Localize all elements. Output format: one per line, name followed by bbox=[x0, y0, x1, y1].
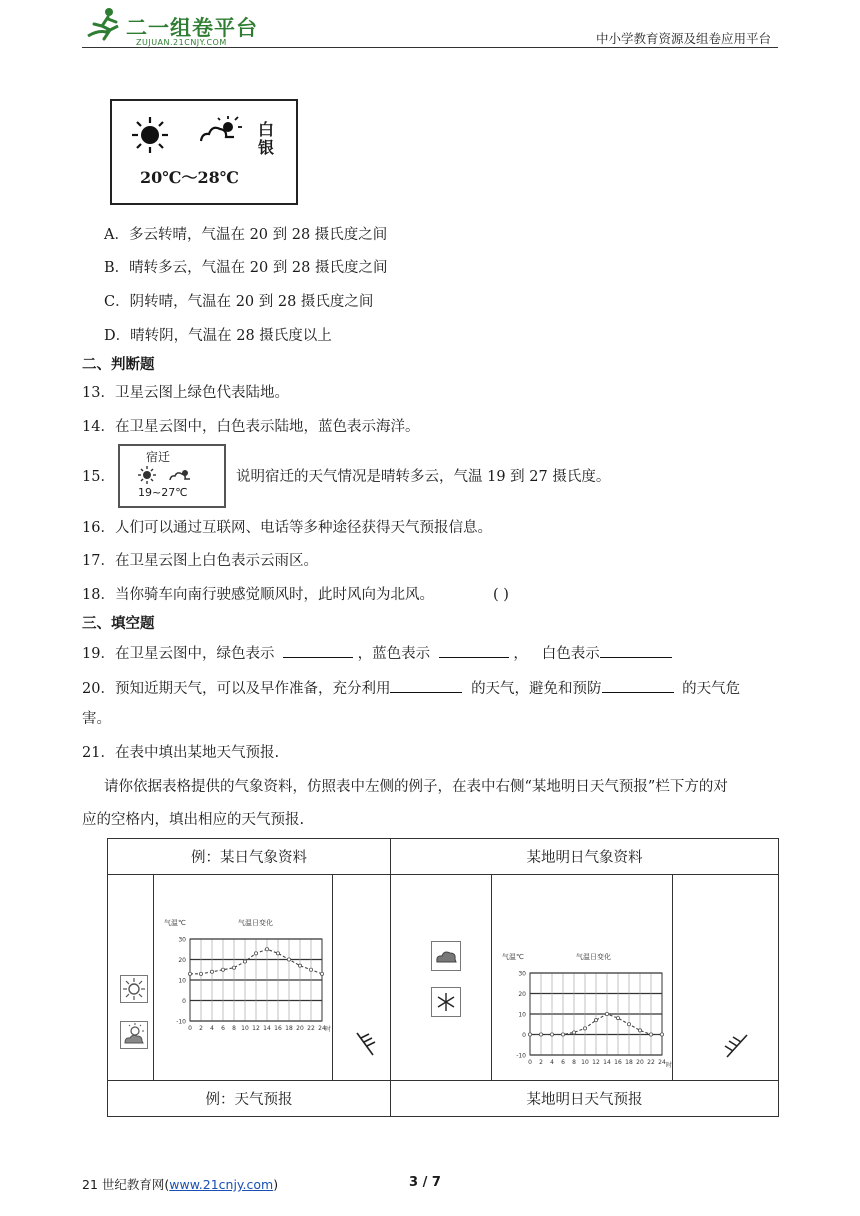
left-chart-xtick-label: 14 bbox=[263, 1025, 271, 1032]
right-snow-icon-box bbox=[431, 987, 461, 1017]
right-chart-xtick-label: 0 bbox=[528, 1059, 532, 1066]
left-chart-data-point bbox=[199, 972, 202, 975]
q20-blank-harmful[interactable] bbox=[602, 676, 674, 693]
forecast-temp: 20℃～28℃ bbox=[140, 168, 239, 187]
table-head-right: 某地明日气象资料 bbox=[391, 839, 779, 875]
left-chart-xtick-label: 22 bbox=[307, 1025, 315, 1032]
left-chart-ytick-label: 30 bbox=[178, 936, 186, 944]
question-18-answer-bracket: ( ) bbox=[493, 587, 509, 603]
header-platform-text: 中小学教育资源及组卷应用平台 bbox=[596, 31, 772, 46]
left-chart-xtick-label: 24 bbox=[318, 1025, 326, 1032]
right-chart-data-point bbox=[616, 1017, 619, 1020]
footer-source bbox=[82, 1175, 278, 1193]
q20-part3: 的天气危 bbox=[682, 681, 741, 697]
right-chart-xtick-label: 8 bbox=[572, 1059, 576, 1066]
left-chart-ytick-label: -10 bbox=[176, 1018, 186, 1026]
question-18: 18．当你骑车向南行驶感觉顺风时，此时风向为北风。 bbox=[82, 587, 434, 603]
forecast-city: 白银 bbox=[258, 120, 275, 157]
left-icons-cell bbox=[108, 875, 154, 1081]
question-21-para2: 应的空格内，填出相应的天气预报. bbox=[82, 812, 305, 828]
runner-logo-icon bbox=[84, 6, 126, 44]
left-chart-xtick-label: 16 bbox=[274, 1025, 282, 1032]
header-logo bbox=[84, 6, 284, 46]
right-chart-data-point bbox=[550, 1033, 553, 1036]
left-chart-data-point bbox=[210, 970, 213, 973]
q19-part3: ， 白色表示 bbox=[513, 646, 600, 662]
right-chart-xtick-label: 4 bbox=[550, 1059, 554, 1066]
right-chart-data-point bbox=[528, 1033, 531, 1036]
wind-barb-icon bbox=[351, 1029, 381, 1059]
footer-link[interactable]: www.21cnjy.com bbox=[169, 1177, 274, 1192]
question-20 bbox=[82, 676, 740, 699]
footer-site-name: 21 世纪教育网( bbox=[82, 1177, 170, 1192]
page-number: 3 / 7 bbox=[409, 1175, 441, 1190]
logo-text: 二一组卷平台 bbox=[126, 16, 258, 40]
right-chart-ytick-label: 10 bbox=[518, 1011, 526, 1019]
partly-cloudy-icon bbox=[121, 1022, 147, 1048]
right-icons-cell bbox=[391, 875, 492, 1081]
right-chart-data-point bbox=[649, 1033, 652, 1036]
right-chart-title: 气温日变化 bbox=[576, 953, 611, 961]
left-chart-xtick-label: 4 bbox=[210, 1025, 214, 1032]
header-rule bbox=[82, 47, 778, 48]
right-chart-data-point bbox=[561, 1033, 564, 1036]
left-chart-xtick-label: 12 bbox=[252, 1025, 260, 1032]
left-chart-xtick-label: 2 bbox=[199, 1025, 203, 1032]
left-chart-data-point bbox=[221, 968, 224, 971]
q15-card-city: 宿迁 bbox=[146, 450, 171, 464]
left-chart-data-point bbox=[298, 964, 301, 967]
q19-blank-green[interactable] bbox=[283, 641, 353, 658]
right-chart-data-point bbox=[605, 1012, 608, 1015]
left-chart-data-point bbox=[320, 972, 323, 975]
right-chart-ylabel: 气温℃ bbox=[502, 953, 524, 961]
right-chart-data-point bbox=[594, 1019, 597, 1022]
question-14: 14．在卫星云图中，白色表示陆地，蓝色表示海洋。 bbox=[82, 419, 420, 435]
q20-part1: 20．预知近期天气，可以及早作准备，充分利用 bbox=[82, 681, 391, 697]
left-chart-data-point bbox=[188, 972, 191, 975]
question-21-title: 21．在表中填出某地天气预报. bbox=[82, 745, 280, 761]
left-chart-data-point bbox=[265, 948, 268, 951]
q19-blank-blue[interactable] bbox=[439, 641, 509, 658]
table-foot-left: 例：天气预报 bbox=[108, 1081, 391, 1117]
left-chart-xlabel: 时 bbox=[325, 1026, 332, 1033]
left-chart-ylabel: 气温℃ bbox=[164, 919, 186, 927]
question-15-text: 说明宿迁的天气情况是晴转多云，气温 19 到 27 摄氏度。 bbox=[236, 469, 611, 485]
right-wind-barb-icon bbox=[717, 1031, 751, 1061]
left-wind-cell bbox=[333, 875, 391, 1081]
right-chart-xtick-label: 12 bbox=[592, 1059, 600, 1066]
right-chart-xtick-label: 2 bbox=[539, 1059, 543, 1066]
q19-blank-white[interactable] bbox=[600, 641, 672, 658]
right-chart-xtick-label: 10 bbox=[581, 1059, 589, 1066]
right-chart-ytick-label: 20 bbox=[518, 991, 526, 998]
right-chart-xtick-label: 24 bbox=[658, 1059, 666, 1066]
right-chart-ytick-label: 30 bbox=[518, 970, 526, 978]
right-chart-data-point bbox=[627, 1023, 630, 1026]
left-chart-xtick-label: 20 bbox=[296, 1025, 304, 1032]
footer-paren: ) bbox=[273, 1177, 279, 1192]
right-chart-xtick-label: 6 bbox=[561, 1059, 565, 1066]
left-chart-data-point bbox=[243, 960, 246, 963]
left-temperature-chart bbox=[154, 875, 330, 1079]
question-13: 13．卫星云图上绿色代表陆地。 bbox=[82, 385, 289, 401]
right-chart-xtick-label: 22 bbox=[647, 1059, 655, 1066]
right-chart-data-point bbox=[583, 1027, 586, 1030]
right-chart-data-point bbox=[660, 1033, 663, 1036]
left-chart-cell bbox=[154, 875, 333, 1081]
right-chart-xtick-label: 16 bbox=[614, 1059, 622, 1066]
right-chart-ytick-label: -10 bbox=[516, 1052, 526, 1060]
table-foot-right[interactable]: 某地明日天气预报 bbox=[391, 1081, 779, 1117]
weather-data-table bbox=[107, 838, 779, 1117]
left-chart-data-point bbox=[232, 966, 235, 969]
right-temperature-chart bbox=[492, 875, 672, 1079]
left-chart-xtick-label: 18 bbox=[285, 1025, 293, 1032]
q15-partly-cloudy-icon bbox=[168, 467, 194, 483]
q19-part1: 19．在卫星云图中，绿色表示 bbox=[82, 646, 275, 662]
q19-part2: ，蓝色表示 bbox=[357, 646, 431, 662]
right-chart-xtick-label: 20 bbox=[636, 1059, 644, 1066]
snow-icon bbox=[432, 988, 460, 1016]
logo-subtext: ZUJUAN.21CNJY.COM bbox=[136, 38, 227, 47]
q20-blank-favourable[interactable] bbox=[390, 676, 462, 693]
q15-card-temp: 19~27℃ bbox=[138, 486, 188, 499]
section-fill-title: 三、填空题 bbox=[82, 616, 155, 632]
left-chart-ytick-label: 0 bbox=[182, 998, 186, 1005]
sunny-icon bbox=[121, 976, 147, 1002]
sun-icon bbox=[130, 115, 170, 155]
left-chart-data-point bbox=[309, 968, 312, 971]
cloudy-icon bbox=[432, 942, 460, 970]
option-a: A．多云转晴，气温在 20 到 28 摄氏度之间 bbox=[104, 227, 388, 243]
table-head-left: 例：某日气象资料 bbox=[108, 839, 391, 875]
question-21-para1: 请你依据表格提供的气象资料，仿照表中左侧的例子，在表中右侧“某地明日天气预报”栏下方的对 bbox=[104, 779, 728, 795]
question-17: 17．在卫星云图上白色表示云雨区。 bbox=[82, 553, 318, 569]
left-chart-title: 气温日变化 bbox=[238, 919, 273, 927]
left-chart-ytick-label: 10 bbox=[178, 977, 186, 985]
question-16: 16．人们可以通过互联网、电话等多种途径获得天气预报信息。 bbox=[82, 520, 492, 536]
left-chart-xtick-label: 0 bbox=[188, 1025, 192, 1032]
section-judgement-title: 二、判断题 bbox=[82, 357, 155, 373]
right-chart-xlabel: 时 bbox=[666, 1062, 673, 1069]
right-chart-data-point bbox=[539, 1033, 542, 1036]
q20-part2: 的天气，避免和预防 bbox=[471, 681, 602, 697]
left-chart-data-point bbox=[276, 952, 279, 955]
right-chart-xtick-label: 18 bbox=[625, 1059, 633, 1066]
left-chart-ytick-label: 20 bbox=[178, 957, 186, 964]
right-wind-cell bbox=[673, 875, 779, 1081]
question-20-cont: 害。 bbox=[82, 711, 111, 727]
partly-cloudy-icon bbox=[198, 115, 244, 147]
right-chart-data-point bbox=[572, 1031, 575, 1034]
option-c: C．阴转晴，气温在 20 到 28 摄氏度之间 bbox=[104, 294, 374, 310]
right-cloudy-icon-box bbox=[431, 941, 461, 971]
left-partly-cloudy-icon-box bbox=[120, 1021, 148, 1049]
left-chart-data-point bbox=[287, 958, 290, 961]
left-chart-xtick-label: 6 bbox=[221, 1025, 225, 1032]
option-b: B．晴转多云，气温在 20 到 28 摄氏度之间 bbox=[104, 260, 388, 276]
forecast-card bbox=[110, 99, 298, 205]
right-chart-xtick-label: 14 bbox=[603, 1059, 611, 1066]
option-d: D．晴转阴，气温在 28 摄氏度以上 bbox=[104, 328, 332, 344]
right-chart-cell bbox=[492, 875, 673, 1081]
left-sunny-icon-box bbox=[120, 975, 148, 1003]
left-chart-xtick-label: 10 bbox=[241, 1025, 249, 1032]
right-chart-data-point bbox=[638, 1029, 641, 1032]
q15-sun-icon bbox=[138, 466, 156, 484]
left-chart-data-point bbox=[254, 952, 257, 955]
question-15-number: 15． bbox=[82, 469, 115, 485]
right-chart-ytick-label: 0 bbox=[522, 1032, 526, 1039]
left-chart-xtick-label: 8 bbox=[232, 1025, 236, 1032]
question-15-card bbox=[118, 444, 226, 508]
question-19 bbox=[82, 641, 672, 664]
